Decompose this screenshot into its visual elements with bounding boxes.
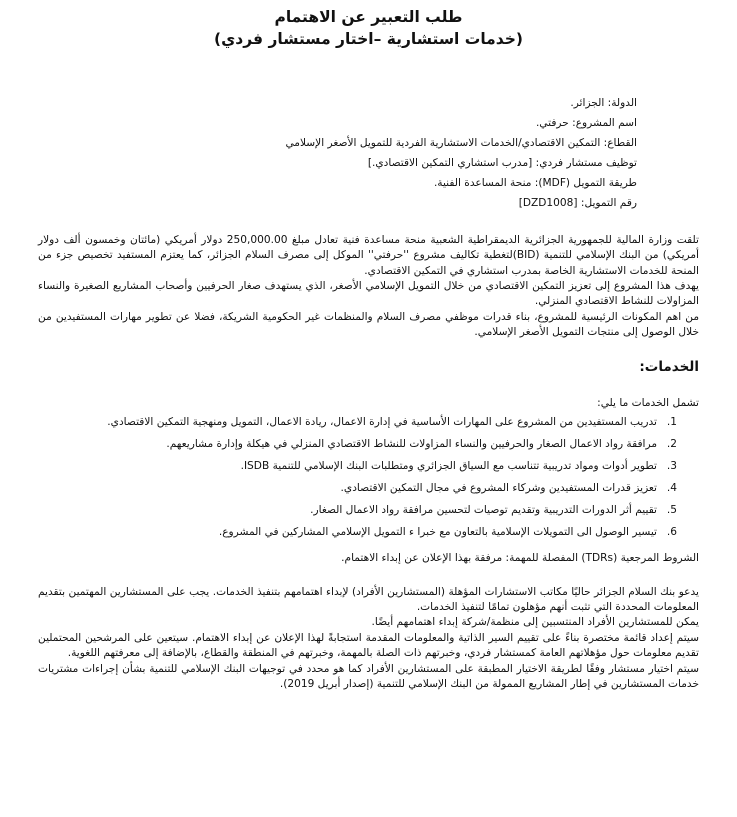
service-item-text: مرافقة رواد الاعمال الصغار والحرفيين والنساء المزاولات للنشاط الاقتصادي المنزلي في هيكلة وإدارة مشاريعهم. (166, 438, 657, 451)
intro-paragraph-components: من اهم المكونات الرئيسية للمشروع، بناء قدرات موظفي مصرف السلام والمنظمات غير الحكومية الشريكة، فضلا عن تطوير مهارات المستفيدين من خلال الوصول إلى منتجات التمويل الأصغر الإسلامي. (38, 310, 699, 339)
intro-paragraph-objective: يهدف هذا المشروع إلى تعزيز التمكين الاقتصادي من خلال التمويل الإسلامي الأصغر، الذي يستهدف صغار الحرفيين وأصحاب المشاريع الصغيرة والنساء المزاولات للنشاط الاقتصادي المنزلي. (38, 280, 699, 308)
service-item (98, 413, 677, 431)
service-item-text: تطوير أدوات ومواد تدريبية تتناسب مع السياق الجزائري ومتطلبات البنك الإسلامي للتنمية ISDB. (240, 460, 657, 473)
service-item-number: 5. (666, 504, 677, 517)
closing-paragraph-selection: سيتم اختيار مستشار وفقًا لطريقة الاختيار المطبقة على المستشارين الأفراد كما هو محدد في توجيهات البنك الإسلامي للتنمية بشأن إجراءات مشتريات خدمات المستشارين في إطار المشاريع الممولة من البنك الإسلامي للتنمية (إصدار أبريل 2019). (38, 662, 699, 690)
services-list (38, 413, 699, 541)
meta-sector: القطاع: التمكين الاقتصادي/الخدمات الاستشارية الفردية للتمويل الأصغر الإسلامي (285, 136, 637, 149)
service-item (98, 435, 677, 453)
service-item (98, 479, 677, 497)
service-item-number: 4. (666, 482, 677, 495)
intro-paragraph-grant: تلقت وزارة المالية للجمهورية الجزائرية الديمقراطية الشعبية منحة مساعدة فنية تعادل مبلغ 250,000.00 دولار أمريكي (مائتان وخمسون ألف دولار أمريكي) من البنك الإسلامي للتنمية (BID)لتغطية تكاليف مشروع ''حرفتي'' الموكل إلى مصرف السلام الجزائر، كما يعتزم المستفيد تخصيص جزء من المنحة للخدمات الاستشارية الخاصة بمدرب استشاري في التمكين الاقتصادي. (38, 233, 699, 277)
service-item-number: 2. (666, 438, 677, 451)
service-item-text: تعزيز قدرات المستفيدين وشركاء المشروع في مجال التمكين الاقتصادي. (340, 482, 657, 495)
project-meta-list (38, 93, 637, 213)
services-intro: تشمل الخدمات ما يلي: (597, 397, 699, 410)
services-heading: الخدمات: (639, 359, 699, 376)
title-line-1: طلب التعبير عن الاهتمام (274, 8, 463, 26)
meta-project-name: اسم المشروع: حرفتي. (535, 116, 637, 129)
closing-paragraph-affiliation: يمكن للمستشارين الأفراد المنتسبين إلى منظمة/شركة إبداء اهتمامهم أيضًا. (371, 616, 699, 629)
meta-country: الدولة: الجزائر. (570, 96, 637, 109)
service-item-number: 6. (666, 526, 677, 539)
service-item-text: تدريب المستفيدين من المشروع على المهارات الأساسية في إدارة الاعمال، ريادة الاعمال، التمويل ومنهجية التمكين الاقتصادي. (107, 416, 657, 429)
service-item-number: 1. (666, 416, 677, 429)
service-item (98, 457, 677, 475)
service-item (98, 523, 677, 541)
service-item-number: 3. (666, 460, 677, 473)
meta-financing-number: رقم التمويل: [DZD1008] (518, 196, 637, 209)
closing-paragraph-shortlist: سيتم إعداد قائمة مختصرة بناءً على تقييم السير الذاتية والمعلومات المقدمة استجابةً لهذا الإعلان عن إبداء الاهتمام. سيتعين على المرشحين المحتملين تقديم معلومات حول مؤهلاتهم العامة كمستشار فردي، وخبرتهم ذات الصلة بالمهمة، وخبرتهم في المنطقة والقطاع، بالإضافة إلى معرفتهم اللغوية. (38, 631, 699, 660)
document-title (38, 6, 699, 51)
title-line-2: (خدمات استشارية –اختار مستشار فردي) (214, 30, 523, 49)
service-item-text: تيسير الوصول الى التمويلات الإسلامية بالتعاون مع خبرا ء التمويل الإسلامي المشاركين في المشروع. (218, 526, 657, 539)
service-item-text: تقييم أثر الدورات التدريبية وتقديم توصيات لتحسين مرافقة رواد الاعمال الصغار. (310, 504, 657, 517)
meta-financing-method: طريقة التمويل (MDF): منحة المساعدة الفنية. (433, 176, 637, 189)
service-item (98, 501, 677, 519)
meta-assignment: توظيف مستشار فردي: [مدرب استشاري التمكين الاقتصادي.] (367, 156, 637, 169)
terms-of-reference-note: الشروط المرجعية (TDRs) المفصلة للمهمة: مرفقة بهذا الإعلان عن إبداء الاهتمام. (341, 552, 699, 565)
closing-paragraph-invitation: يدعو بنك السلام الجزائر حاليًا مكاتب الاستشارات المؤهلة (المستشارين الأفراد) لإبداء اهتمامهم بتنفيذ الخدمات. يجب على المستشارين المهتمين بتقديم المعلومات المحددة التي تثبت أنهم مؤهلون تمامًا لتنفيذ الخدمات. (38, 585, 699, 614)
